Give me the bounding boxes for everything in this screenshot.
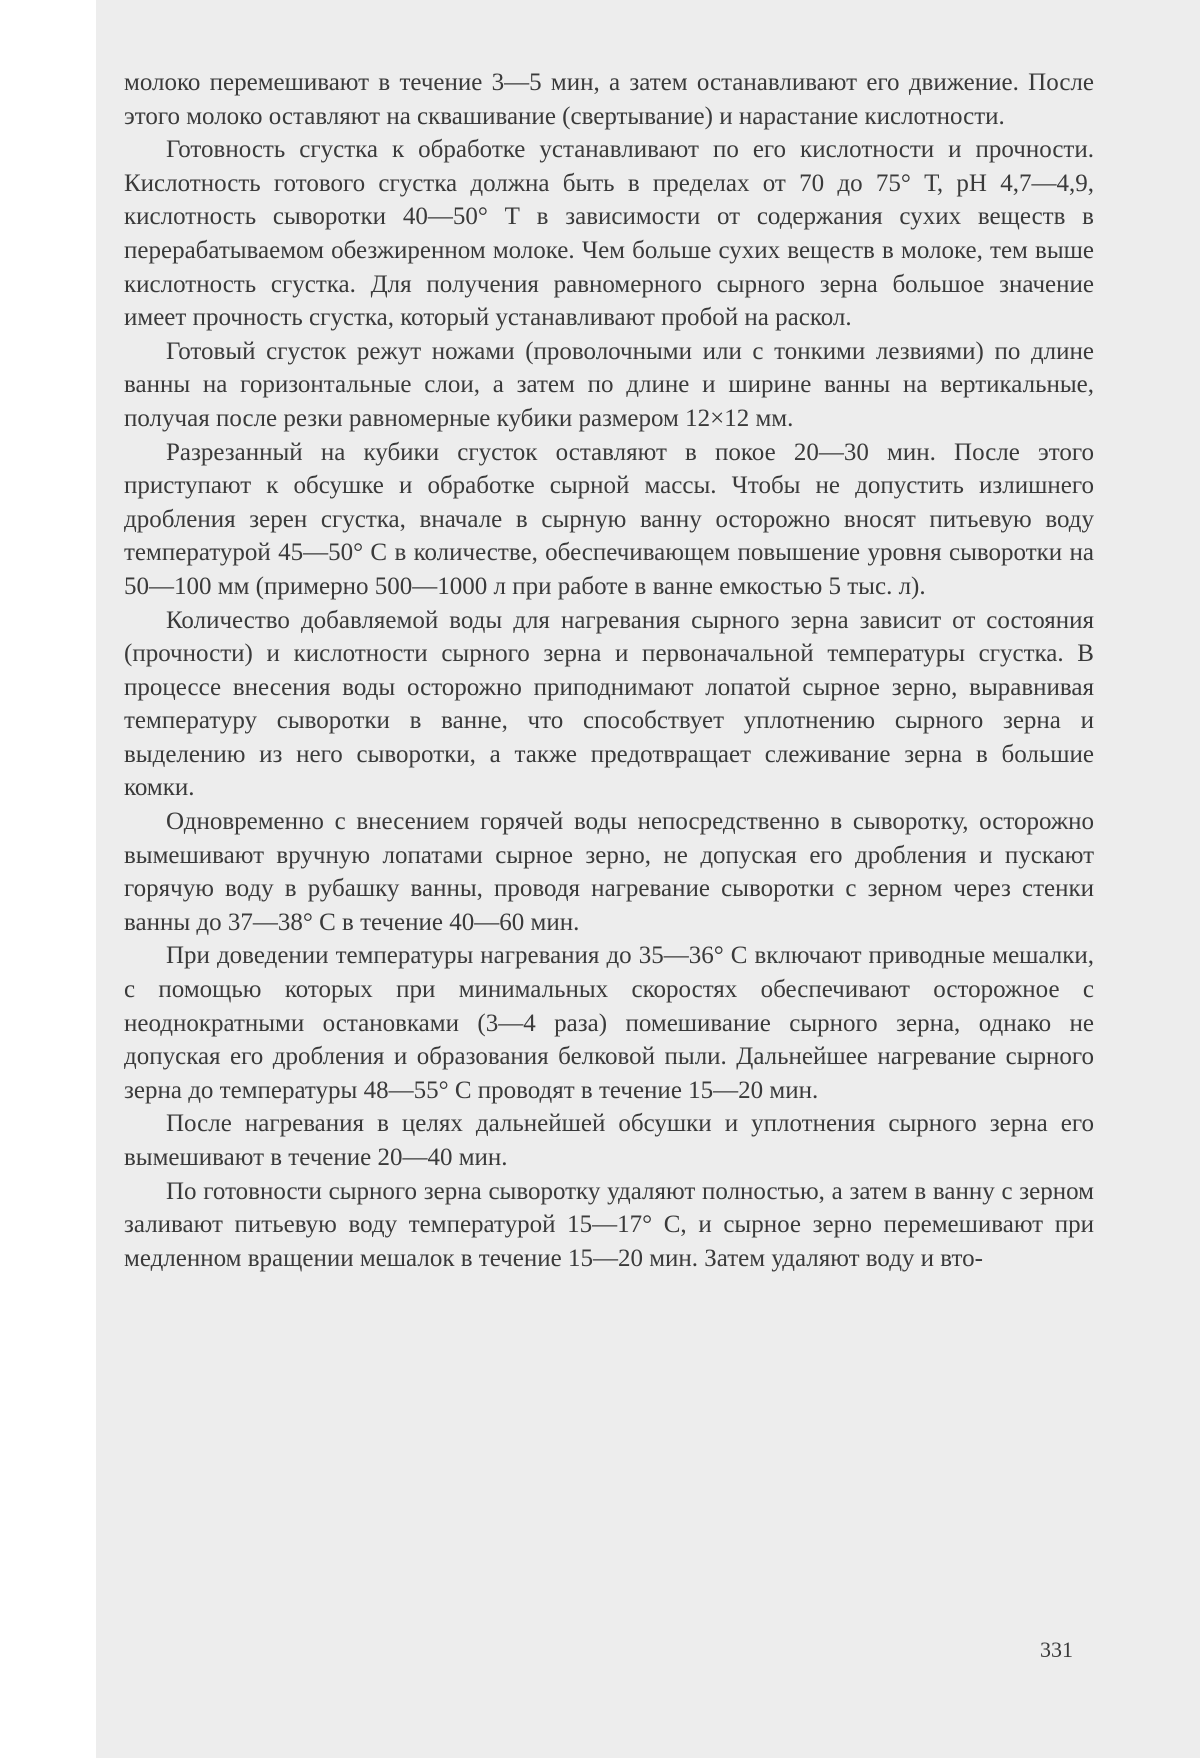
paragraph-9: По готовности сырного зерна сыворотку удаляют полностью, а затем в ванну с зерном заливают питьевую воду температурой 15—17° С, и сырное зерно перемешивают при медленном вращении мешалок в течение 15—20 мин. Затем удаляют воду и вто- [124, 1177, 1094, 1272]
paragraph-2: Готовность сгустка к обработке устанавливают по его кислотности и прочности. Кислотность готового сгустка должна быть в пределах от 70 до 75° Т, pH 4,7—4,9, кислотность сыворотки 40—50° Т в зависимости от содержания сухих веществ в перерабатываемом обезжиренном молоке. Чем больше сухих веществ в молоке, тем выше кислотность сгустка. Для получения равномерного сырного зерна большое значение имеет прочность сгустка, который устанавливают пробой на раскол. [124, 136, 1094, 332]
paragraph-1: молоко перемешивают в течение 3—5 мин, а затем останавливают его движение. После этого молоко оставляют на сквашивание (свертывание) и нарастание кислотности. [124, 69, 1094, 130]
paragraph-8: После нагревания в целях дальнейшей обсушки и уплотнения сырного зерна его вымешивают в течение 20—40 мин. [124, 1110, 1094, 1171]
paragraph-3: Готовый сгусток режут ножами (проволочными или с тонкими лезвиями) по длине ванны на горизонтальные слои, а затем по длине и ширине ванны на вертикальные, получая после резки равномерные кубики размером 12×12 мм. [124, 337, 1094, 432]
page-number: 331 [1040, 1637, 1073, 1662]
paragraph-6: Одновременно с внесением горячей воды непосредственно в сыворотку, осторожно вымешивают вручную лопатами сырное зерно, не допуская его дробления и пускают горячую воду в рубашку ванны, проводя нагревание сыворотки с зерном через стенки ванны до 37—38° С в течение 40—60 мин. [124, 808, 1094, 936]
paragraph-4: Разрезанный на кубики сгусток оставляют в покое 20—30 мин. После этого приступают к обсушке и обработке сырной массы. Чтобы не допустить излишнего дробления зерен сгустка, вначале в сырную ванну осторожно вносят питьевую воду температурой 45—50° С в количестве, обеспечивающем повышение уровня сыворотки на 50—100 мм (примерно 500—1000 л при работе в ванне емкостью 5 тыс. л). [124, 438, 1094, 600]
paragraph-7: При доведении температуры нагревания до 35—36° С включают приводные мешалки, с помощью которых при минимальных скоростях обеспечивают осторожное с неоднократными остановками (3—4 раза) помешивание сырного зерна, однако не допуская его дробления и образования белковой пыли. Дальнейшее нагревание сырного зерна до температуры 48—55° С проводят в течение 15—20 мин. [124, 942, 1094, 1104]
body-text [124, 66, 1094, 1275]
paragraph-5: Количество добавляемой воды для нагревания сырного зерна зависит от состояния (прочности) и кислотности сырного зерна и первоначальной температуры сгустка. В процессе внесения воды осторожно приподнимают лопатой сырное зерно, выравнивая температуру сыворотки в ванне, что способствует уплотнению сырного зерна и выделению из него сыворотки, а также предотвращает слеживание зерна в большие комки. [124, 606, 1094, 802]
scan-left-margin [0, 0, 96, 1758]
